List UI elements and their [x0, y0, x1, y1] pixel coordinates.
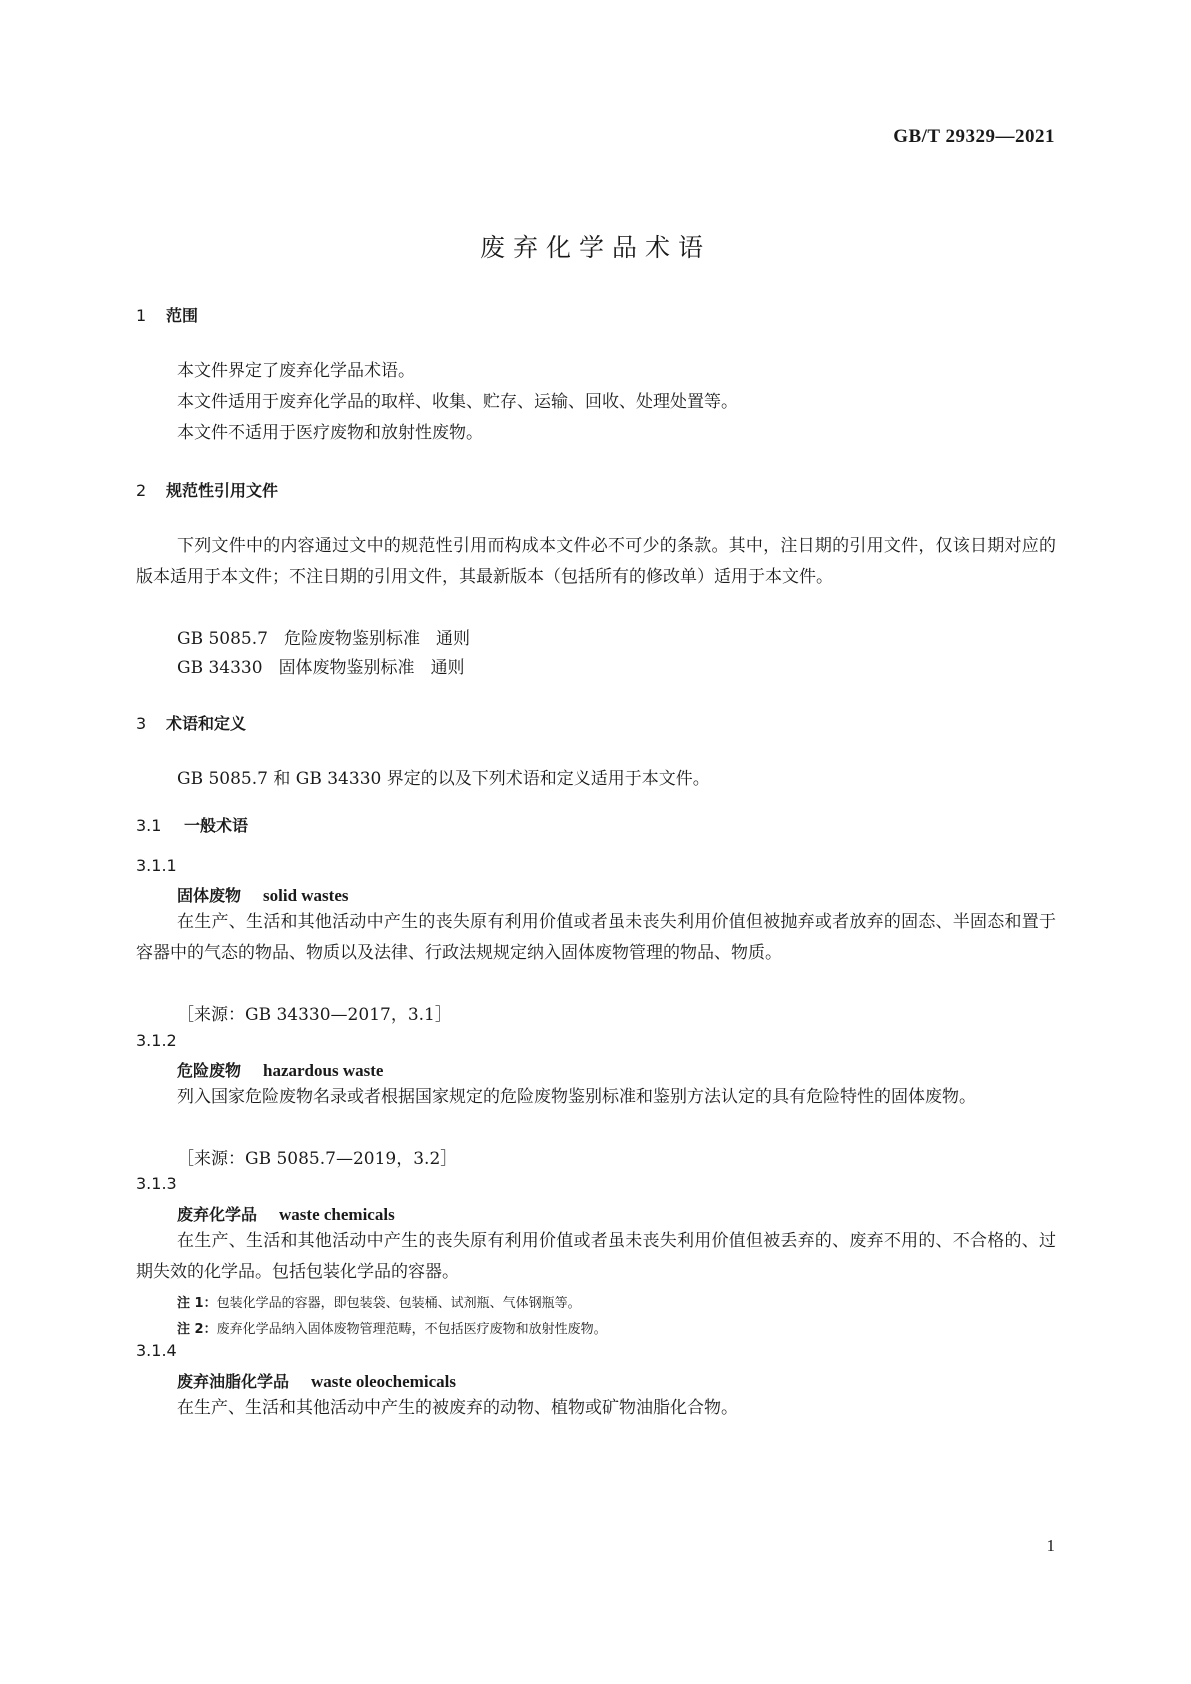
term-zh: 废弃化学品 [177, 1205, 258, 1224]
reference-title: 危险废物鉴别标准 [283, 629, 420, 649]
term-entry [177, 1202, 395, 1225]
section-title: 规范性引用文件 [166, 481, 279, 500]
term-zh: 固体废物 [177, 886, 242, 905]
section-number: 1 [136, 306, 147, 325]
reference-part: 通则 [430, 658, 465, 678]
paragraph: 本文件界定了废弃化学品术语。 [177, 361, 415, 381]
section-3-heading [136, 711, 246, 734]
term-number: 3.1.2 [136, 1031, 177, 1050]
subsection-title: 一般术语 [184, 816, 249, 835]
term-number: 3.1.1 [136, 856, 177, 875]
term-en: solid wastes [263, 886, 349, 905]
paragraph: GB 5085.7 和 GB 34330 界定的以及下列术语和定义适用于本文件。 [177, 769, 710, 789]
term-zh: 危险废物 [177, 1061, 242, 1080]
term-definition: 在生产、生活和其他活动中产生的丧失原有利用价值或者虽未丧失利用价值但被丢弃的、废弃不用的、不合格的、过期失效的化学品。包括包装化学品的容器。 [136, 1231, 1056, 1282]
note-label: 注 2： [177, 1322, 217, 1337]
term-source: ［来源：GB 5085.7—2019，3.2］ [177, 1149, 458, 1169]
reference-title: 固体废物鉴别标准 [278, 658, 415, 678]
term-entry [177, 1369, 456, 1392]
term-en: waste chemicals [279, 1205, 395, 1224]
subsection-heading [136, 813, 248, 836]
section-title: 术语和定义 [166, 714, 247, 733]
reference-code: GB 5085.7 [177, 629, 268, 649]
document-title: 废弃化学品术语 [479, 233, 711, 262]
section-number: 2 [136, 481, 147, 500]
normative-reference [177, 624, 470, 649]
note-text: 废弃化学品纳入固体废物管理范畴，不包括医疗废物和放射性废物。 [216, 1322, 607, 1337]
term-definition: 在生产、生活和其他活动中产生的丧失原有利用价值或者虽未丧失利用价值但被抛弃或者放弃的固态、半固态和置于容器中的气态的物品、物质以及法律、行政法规规定纳入固体废物管理的物品、物质。 [136, 912, 1056, 963]
term-zh: 废弃油脂化学品 [177, 1372, 290, 1391]
reference-part: 通则 [435, 629, 470, 649]
term-number: 3.1.4 [136, 1341, 177, 1360]
term-note [177, 1318, 607, 1337]
term-entry [177, 1058, 383, 1081]
term-definition: 在生产、生活和其他活动中产生的被废弃的动物、植物或矿物油脂化合物。 [177, 1398, 738, 1418]
subsection-number: 3.1 [136, 816, 162, 835]
paragraph: 下列文件中的内容通过文中的规范性引用而构成本文件必不可少的条款。其中，注日期的引用文件，仅该日期对应的版本适用于本文件；不注日期的引用文件，其最新版本（包括所有的修改单）适用于本文件。 [136, 536, 1056, 587]
normative-reference [177, 653, 465, 678]
paragraph: 本文件不适用于医疗废物和放射性废物。 [177, 423, 483, 443]
note-label: 注 1： [177, 1296, 217, 1311]
term-number: 3.1.3 [136, 1174, 177, 1193]
section-1-heading [136, 303, 198, 326]
page-number: 1 [1046, 1536, 1055, 1555]
term-en: hazardous waste [263, 1061, 384, 1080]
section-2-heading [136, 478, 278, 501]
term-entry [177, 883, 349, 906]
note-text: 包装化学品的容器，即包装袋、包装桶、试剂瓶、气体钢瓶等。 [216, 1296, 581, 1311]
section-number: 3 [136, 714, 147, 733]
term-note [177, 1292, 581, 1311]
standard-code: GB/T 29329—2021 [893, 126, 1055, 147]
paragraph: 本文件适用于废弃化学品的取样、收集、贮存、运输、回收、处理处置等。 [177, 392, 738, 412]
term-source: ［来源：GB 34330—2017，3.1］ [177, 1005, 452, 1025]
reference-code: GB 34330 [177, 658, 263, 678]
section-title: 范围 [166, 306, 199, 325]
term-definition: 列入国家危险废物名录或者根据国家规定的危险废物鉴别标准和鉴别方法认定的具有危险特性的固体废物。 [177, 1087, 976, 1107]
term-en: waste oleochemicals [311, 1372, 456, 1391]
